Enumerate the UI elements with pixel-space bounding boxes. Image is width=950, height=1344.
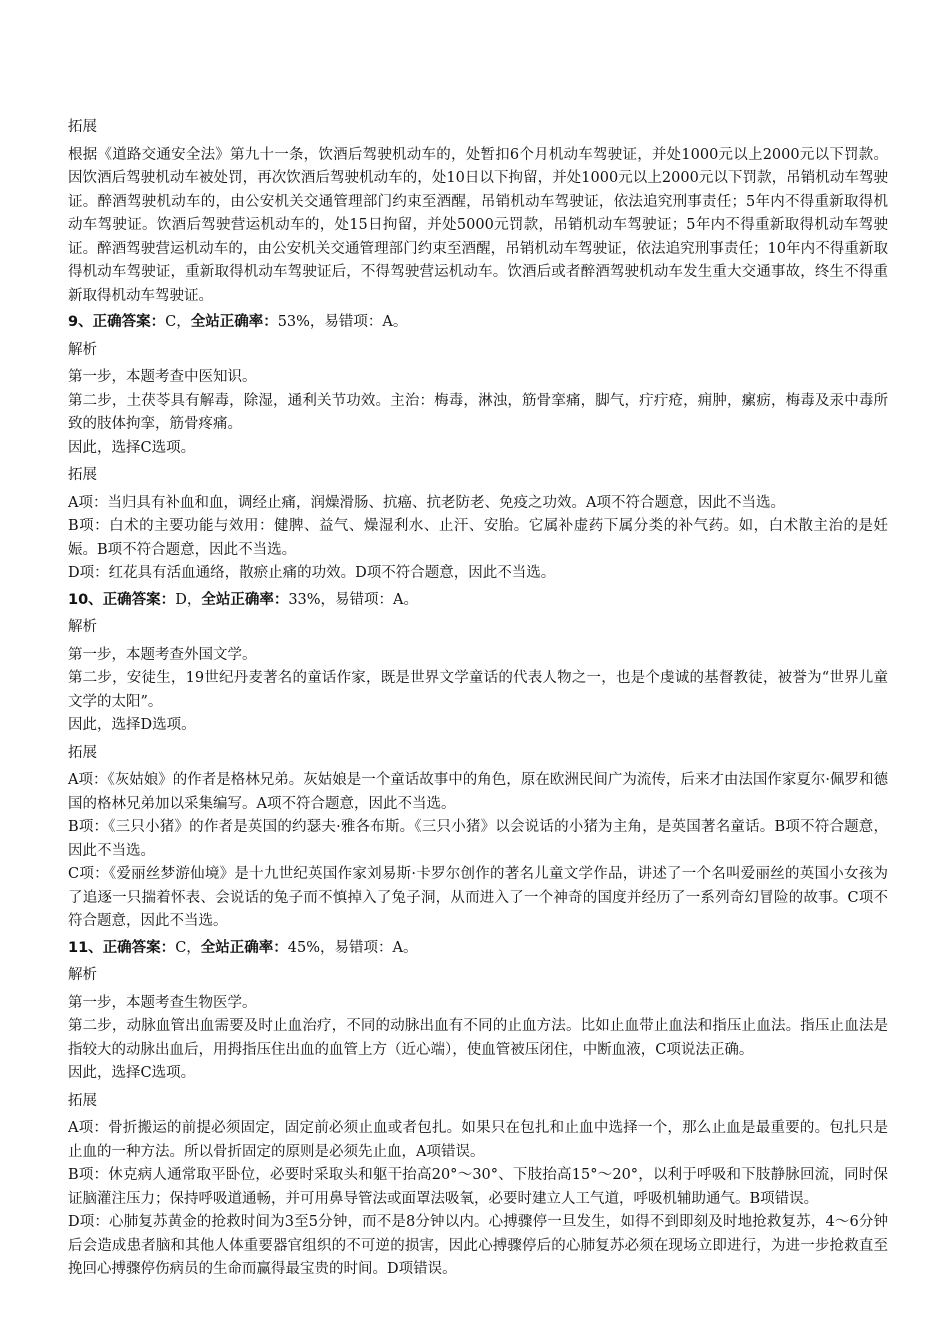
question-11 (68, 937, 888, 1282)
analysis-step-2: 第二步，安徒生，19世纪丹麦著名的童话作家，既是世界文学童话的代表人物之一，也是个虔诚的基督教徒，被誉为“世界儿童文学的太阳”。 (68, 670, 888, 710)
extension-option: D项：心肺复苏黄金的抢救时间为3至5分钟，而不是8分钟以内。心搏骤停一旦发生，如得不到即刻及时地抢救复苏，4～6分钟后会造成患者脑和其他人体重要器官组织的不可逆的损害，因此心搏骤停后的心肺复苏必须在现场立即进行，为进一步抢救直至挽回心搏骤停伤病员的生命而赢得最宝贵的时间。D项错误。 (68, 1214, 888, 1277)
rate-value: 33%，易错项：A。 (288, 591, 419, 608)
analysis-conclusion: 因此，选择D选项。 (68, 717, 196, 733)
question-9 (68, 311, 888, 586)
analysis-label: 解析 (68, 619, 97, 635)
extension-option: D项：红花具有活血通络，散瘀止痛的功效。D项不符合题意，因此不当选。 (68, 565, 556, 581)
answer-label: 正确答案： (92, 314, 166, 330)
question-header (68, 311, 888, 335)
extension-label: 拓展 (68, 119, 97, 135)
extension-option: B项：白术的主要功能与效用：健脾、益气、燥湿利水、止汗、安胎。它属补虚药下属分类的补气药。如，白术散主治的是妊娠。B项不符合题意，因此不当选。 (68, 518, 888, 558)
analysis-step-1: 第一步，本题考查生物医学。 (68, 994, 257, 1011)
question-header (68, 937, 888, 961)
rate-label: 全站正确率： (200, 939, 288, 956)
extension-option: B项：休克病人通常取平卧位，必要时采取头和躯干抬高20°～30°、下肢抬高15°～20°，以利于呼吸和下肢静脉回流，同时保证脑灌注压力；保持呼吸道通畅，并可用鼻导管法或面罩法吸氧，必要时建立人工气道，呼吸机辅助通气。B项错误。 (68, 1167, 888, 1207)
answer-value: D， (175, 591, 202, 608)
intro-extension (68, 116, 888, 308)
rate-value: 45%，易错项：A。 (287, 939, 418, 956)
question-header (68, 589, 888, 613)
analysis-step-1: 第一步，本题考查外国文学。 (68, 646, 257, 663)
answer-value: C， (165, 314, 191, 330)
extension-option: A项：《灰姑娘》的作者是格林兄弟。灰姑娘是一个童话故事中的角色，原在欧洲民间广为流传，后来才由法国作家夏尔·佩罗和德国的格林兄弟加以采集编写。A项不符合题意，因此不当选。 (68, 772, 888, 812)
answer-label: 正确答案： (102, 939, 176, 956)
rate-value: 53%，易错项：A。 (277, 314, 408, 330)
extension-label: 拓展 (68, 467, 97, 483)
analysis-step-2: 第二步，土茯苓具有解毒，除湿，通利关节功效。主治：梅毒，淋浊，筋骨挛痛，脚气，疔疔疮，痈肿，瘰疬，梅毒及汞中毒所致的肢体拘挛，筋骨疼痛。 (68, 392, 888, 432)
answer-label: 正确答案： (102, 591, 176, 608)
analysis-step-2: 第二步，动脉血管出血需要及时止血治疗，不同的动脉出血有不同的止血方法。比如止血带止血法和指压止血法。指压止血法是指较大的动脉出血后，用拇指压住出血的血管上方（近心端），使血管被压闭住，中断血液，C项说法正确。 (68, 1018, 888, 1058)
analysis-label: 解析 (68, 341, 97, 358)
extension-paragraph: 根据《道路交通安全法》第九十一条，饮酒后驾驶机动车的，处暂扣6个月机动车驾驶证，并处1000元以上2000元以下罚款。因饮酒后驾驶机动车被处罚，再次饮酒后驾驶机动车的，处10日以下拘留，并处1000元以上2000元以下罚款，吊销机动车驾驶证。醉酒驾驶机动车的，由公安机关交通管理部门约束至酒醒，吊销机动车驾驶证，依法追究刑事责任；5年内不得重新取得机动车驾驶证。饮酒后驾驶营运机动车的，处15日拘留，并处5000元罚款，吊销机动车驾驶证；5年内不得重新取得机动车驾驶证。醉酒驾驶营运机动车的，由公安机关交通管理部门约束至酒醒，吊销机动车驾驶证，依法追究刑事责任；10年内不得重新取得机动车驾驶证，重新取得机动车驾驶证后，不得驾驶营运机动车。饮酒后或者醉酒驾驶机动车发生重大交通事故，终生不得重新取得机动车驾驶证。 (68, 146, 888, 304)
question-number: 11、 (68, 939, 103, 956)
extension-option: C项：《爱丽丝梦游仙境》是十九世纪英国作家刘易斯·卡罗尔创作的著名儿童文学作品，讲述了一个名叫爱丽丝的英国小女孩为了追逐一只揣着怀表、会说话的兔子而不慎掉入了兔子洞，从而进入了一个神奇的国度并经历了一系列奇幻冒险的故事。C项不符合题意，因此不当选。 (68, 866, 888, 929)
rate-label: 全站正确率： (190, 314, 278, 330)
question-10 (68, 589, 888, 934)
extension-label: 拓展 (68, 744, 97, 761)
analysis-step-1: 第一步，本题考查中医知识。 (68, 369, 257, 385)
answer-value: C， (175, 939, 201, 956)
extension-option: A项：骨折搬运的前提必须固定，固定前必须止血或者包扎。如果只在包扎和止血中选择一个，那么止血是最重要的。包扎只是止血的一种方法。所以骨折固定的原则是必须先止血，A项错误。 (68, 1120, 888, 1160)
analysis-conclusion: 因此，选择C选项。 (68, 439, 196, 456)
extension-option: B项：《三只小猪》的作者是英国的约瑟夫·雅各布斯。《三只小猪》以会说话的小猪为主角，是英国著名童话。B项不符合题意，因此不当选。 (68, 819, 888, 859)
analysis-label: 解析 (68, 967, 97, 983)
question-number: 9、 (68, 314, 93, 330)
extension-option: A项：当归具有补血和血，调经止痛，润燥滑肠、抗癌、抗老防老、免疫之功效。A项不符合题意，因此不当选。 (68, 494, 785, 511)
rate-label: 全站正确率： (201, 591, 289, 608)
analysis-conclusion: 因此，选择C选项。 (68, 1065, 196, 1081)
extension-label: 拓展 (68, 1092, 97, 1109)
question-number: 10、 (68, 591, 103, 608)
